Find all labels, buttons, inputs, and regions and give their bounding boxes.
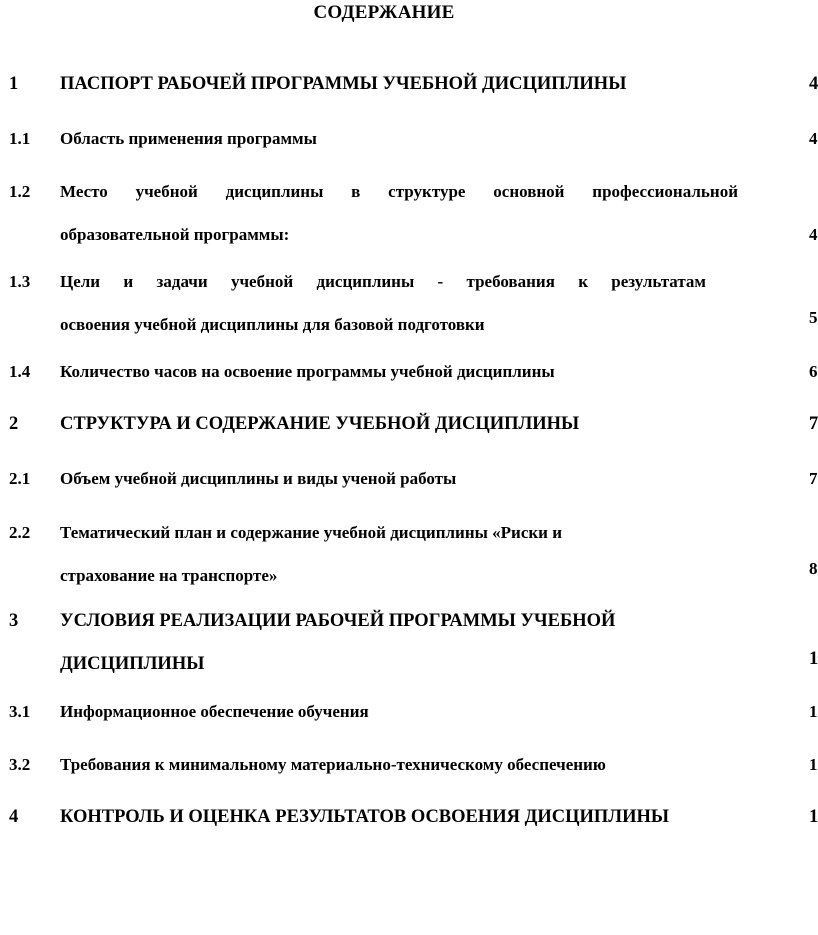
toc-entry-title-line: Тематический план и содержание учебной дисциплины «Риски и — [60, 523, 563, 542]
toc-entry-title — [60, 511, 750, 597]
toc-entry-title-line: ПАСПОРТ РАБОЧЕЙ ПРОГРАММЫ УЧЕБНОЙ ДИСЦИПЛИНЫ — [60, 74, 627, 94]
toc-entry-title — [60, 117, 750, 160]
toc-entry-number: 2 — [9, 414, 19, 434]
toc-entry-title-line: Информационное обеспечение обучения — [60, 702, 369, 721]
toc-entry-title — [60, 403, 750, 446]
toc-entry-page: 1 — [809, 755, 818, 774]
toc-entry-number: 3.2 — [9, 755, 31, 774]
toc-entry-title-line: страхование на транспорте» — [60, 566, 278, 585]
toc-entry-number: 4 — [9, 807, 19, 827]
toc-entry-page: 1 — [809, 702, 818, 721]
toc-entry-number: 1.1 — [9, 129, 31, 148]
toc-entry-title-line: Цели и задачи учебной дисциплины - требования к результатам — [60, 272, 706, 291]
toc-entry-title — [60, 350, 750, 393]
toc-title: СОДЕРЖАНИЕ — [313, 2, 455, 23]
toc-entry-title — [60, 260, 750, 346]
toc-entry-number: 1.3 — [9, 272, 31, 291]
toc-entry-page: 1 — [809, 807, 818, 827]
toc-entry-page: 4 — [809, 129, 818, 148]
toc-entry-title — [60, 63, 750, 106]
toc-entry-title-line: Требования к минимальному материально-техническому обеспечению — [60, 755, 606, 774]
toc-entry-title-line: ДИСЦИПЛИНЫ — [60, 654, 205, 674]
toc-entry-page: 7 — [809, 469, 818, 488]
toc-entry-page: 6 — [809, 362, 818, 381]
toc-entry-title-line: УСЛОВИЯ РЕАЛИЗАЦИИ РАБОЧЕЙ ПРОГРАММЫ УЧЕБНОЙ — [60, 611, 616, 631]
toc-entry-page: 8 — [809, 559, 818, 578]
toc-entry-number: 1 — [9, 74, 19, 94]
toc-entry-title — [60, 796, 750, 839]
toc-entry-title — [60, 457, 750, 500]
toc-entry-title — [60, 170, 750, 256]
toc-entry-number: 2.2 — [9, 523, 31, 542]
toc-entry-title-line: СТРУКТУРА И СОДЕРЖАНИЕ УЧЕБНОЙ ДИСЦИПЛИНЫ — [60, 414, 580, 434]
toc-entry-page: 5 — [809, 308, 818, 327]
toc-entry-page: 4 — [809, 225, 818, 244]
toc-entry-title — [60, 600, 750, 686]
toc-entry-page: 4 — [809, 74, 818, 94]
toc-entry-title-line: Область применения программы — [60, 129, 317, 148]
toc-entry-number: 1.2 — [9, 182, 31, 201]
toc-entry-title — [60, 743, 750, 786]
toc-entry-page: 7 — [809, 414, 818, 434]
toc-entry-number: 1.4 — [9, 362, 31, 381]
toc-entry-title-line: образовательной программы: — [60, 225, 290, 244]
toc-entry-title-line: КОНТРОЛЬ И ОЦЕНКА РЕЗУЛЬТАТОВ ОСВОЕНИЯ ДИСЦИПЛИНЫ — [60, 807, 670, 827]
toc-entry-number: 3.1 — [9, 702, 31, 721]
toc-entry-number: 3 — [9, 611, 19, 631]
toc-entry-title-line: Объем учебной дисциплины и виды ученой работы — [60, 469, 457, 488]
toc-entry-number: 2.1 — [9, 469, 31, 488]
toc-entry-title-line: Место учебной дисциплины в структуре основной профессиональной — [60, 182, 738, 201]
toc-entry-title-line: Количество часов на освоение программы учебной дисциплины — [60, 362, 555, 381]
toc-entry-title — [60, 690, 750, 733]
toc-entry-page: 1 — [809, 649, 818, 669]
toc-entry-title-line: освоения учебной дисциплины для базовой подготовки — [60, 315, 485, 334]
